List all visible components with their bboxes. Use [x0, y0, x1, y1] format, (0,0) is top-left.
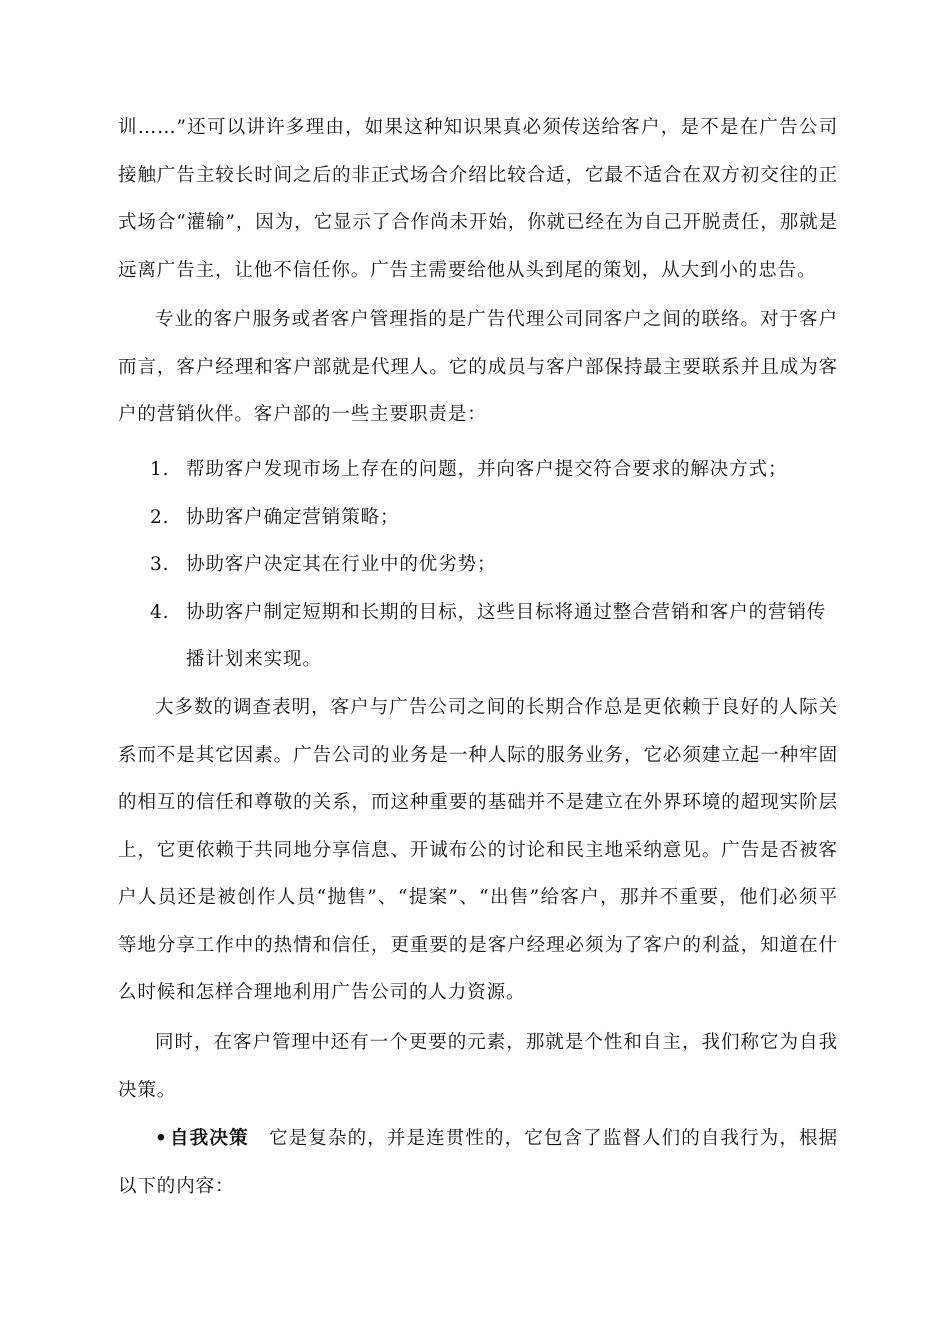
list-number: 3.: [150, 554, 170, 575]
list-text: 协助客户确定营销策略；: [186, 507, 400, 528]
term-text: 它是复杂的，并是连贯性的，它包含了监督人们的自我行为，根据以下的内容：: [118, 1128, 838, 1197]
list-text: 协助客户决定其在行业中的优劣势；: [186, 554, 497, 575]
list-item: [150, 589, 840, 637]
paragraph-relationship: 大多数的调查表明，客户与广告公司之间的长期合作总是更依赖于良好的人际关系而不是其它因素。广告公司的业务是一种人际的服务业务，它必须建立起一种牢固的相互的信任和尊敬的关系，而这种重要的基础并不是建立在外界环境的超现实阶层上，它更依赖于共同地分享信息、开诚布公的讨论和民主地采纳意见。广告是否被客户人员还是被创作人员“抛售”、“提案”、“出售”给客户，那并不重要，他们必须平等地分享工作中的热情和信任，更重要的是客户经理必须为了客户的利益，知道在什么时候和怎样合理地利用广告公司的人力资源。: [118, 697, 838, 1003]
list-text: 帮助客户发现市场上存在的问题，并向客户提交符合要求的解决方式；: [186, 459, 788, 480]
list-number: 1.: [150, 459, 170, 480]
bullet-icon: •: [155, 1128, 168, 1149]
paragraph-self-decision: 同时，在客户管理中还有一个更要的元素，那就是个性和自主，我们称它为自我决策。: [118, 1032, 838, 1101]
list-number: 2.: [150, 507, 170, 528]
paragraph-continuation: 训……”还可以讲许多理由，如果这种知识果真必须传送给客户，是不是在广告公司接触广告主较长时间之后的非正式场合介绍比较合适，它最不适合在双方初交往的正式场合“灌输”，因为，它显示了合作尚未开始，你就已经在为自己开脱责任，那就是远离广告主，让他不信任你。广告主需要给他从头到尾的策划，从大到小的忠告。: [118, 117, 838, 281]
list-text: 协助客户制定短期和长期的目标，这些目标将通过整合营销和客户的营销传: [186, 602, 827, 623]
list-item: [150, 541, 840, 589]
list-number: 4.: [150, 602, 170, 623]
list-item-continuation: 播计划来实现。: [186, 649, 322, 670]
list-item: [150, 446, 840, 494]
list-item: [150, 494, 840, 542]
term-definition: [118, 1115, 838, 1210]
paragraph-account-service: 专业的客户服务或者客户管理指的是广告代理公司同客户之间的联络。对于客户而言，客户经理和客户部就是代理人。它的成员与客户部保持最主要联系并且成为客户的营销伙伴。客户部的一些主要职责是：: [118, 309, 838, 425]
term-label: 自我决策: [169, 1128, 249, 1149]
